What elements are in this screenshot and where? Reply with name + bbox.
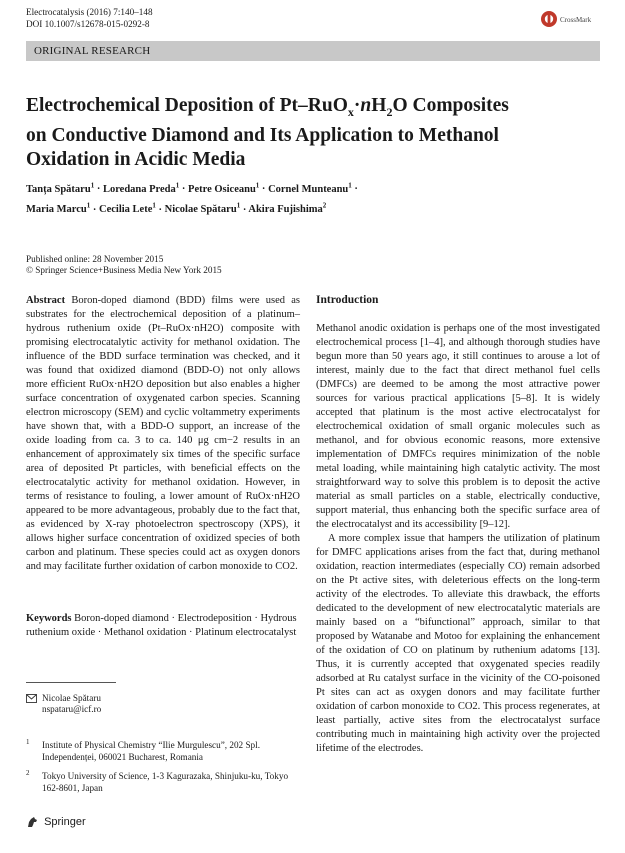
corresponding-author: [26, 693, 306, 719]
author[interactable]: Akira Fujishima$^2$: [248, 201, 327, 215]
introduction-heading: Introduction: [316, 294, 379, 306]
title-line-1: Electrochemical Deposition of $Pt-RuO_x\cdot nH_2O$ Composites: [26, 95, 509, 119]
keywords-text: Boron-doped diamond · Electrodeposition · Hydrous ruthenium oxide · Methanol oxidation · Platinum electrocatalyst: [26, 613, 297, 638]
abstract: [26, 294, 300, 574]
contact-email[interactable]: nspataru@icf.ro: [42, 704, 102, 714]
affiliation: [26, 740, 306, 764]
article-title: [26, 94, 600, 172]
abstract-label: Abstract: [26, 295, 66, 306]
affiliation-number: 2: [26, 769, 30, 777]
intro-paragraph-2: A more complex issue that hampers the utilization of platinum for DMFC applications arises from the fact that, during methanol oxidation, reaction intermediates (especially CO) remain adsorbed on the Pt active sites, with deleterious effects on the long-term activity of the electrodes. To alleviate this drawback, the efforts dedicated to the development of new electrocatalytic materials are mainly based on a “bifunctional” approach, similar to that proposed by Watanabe and Motoo for explaining the enhancement of the oxidation of CO on platinum by ruthenium adatoms [13]. Thus, it is currently accepted that oxygenated species readily adsorbed at Ru catalyst surface in the vicinity of the CO-poisoned Pt sites can act as oxygen donors and may facilitate further oxidation of carbon monoxide to CO2. This process regenerates, at least partially, active sites from the electrocatalyst surface contributing much in maintaining high activity over the projected lifetime of the electrodes.: [316, 533, 600, 754]
affiliation: [26, 771, 306, 795]
author[interactable]: Nicolae Spătaru$^1$: [164, 201, 241, 215]
introduction-body: [316, 322, 600, 756]
author[interactable]: Tanța Spătaru$^1$: [26, 181, 95, 195]
affiliation-text: Institute of Physical Chemistry “Ilie Murgulescu”, 202 Spl. Independenței, 060021 Bucharest, Romania: [42, 740, 261, 762]
author-list: Tanța Spătaru$^1$ · Loredana Preda$^1$ · Petre Osiceanu$^1$ · Cornel Munteanu$^1$ · Maria Marcu$^1$ · Cecilia Lete$^1$ · Nicolae Spătaru$^1$ · Akira Fujishima$^2$: [26, 181, 358, 215]
author[interactable]: Loredana Preda$^1$: [102, 181, 180, 195]
author[interactable]: Petre Osiceanu$^1$: [188, 181, 260, 195]
publication-info: [26, 254, 222, 276]
author[interactable]: Cecilia Lete$^1$: [99, 201, 156, 215]
envelope-icon: [26, 694, 37, 703]
contact-name: Nicolae Spătaru: [42, 693, 101, 703]
section-band: [26, 41, 600, 61]
author[interactable]: Cornel Munteanu$^1$: [268, 181, 352, 195]
keywords: [26, 612, 300, 640]
title-line-3: Oxidation in Acidic Media: [26, 148, 246, 170]
crossmark-badge[interactable]: [540, 10, 600, 32]
intro-paragraph-1: Methanol anodic oxidation is perhaps one of the most investigated electrochemical process [1–4], and although thorough studies have begun more than 50 years ago, it still continues to arouse a lot of interest, mainly due to the fact that direct methanol fuel cells (DMFCs) are deemed to be among the most attractive power sources for various practical applications [5–8]. It is widely accepted that platinum is the most active electrocatalyst for electrochemical oxidation of small organic molecules such as methanol, and for obvious economic reasons, more extensive implementation of DMFCs requires minimization of the noble metal loading, while maintaining high catalytic activity. The most straightforward way to solve this problem is to deposit the active material as small particles on a stable, electrically conductive, support material, thus enhancing both the specific surface area of the electrocatalyst and its accessibility [9–12].: [316, 323, 600, 530]
publisher-logo: [26, 816, 86, 828]
affiliation-text: Tokyo University of Science, 1-3 Kagurazaka, Shinjuku-ku, Tokyo 162-8601, Japan: [42, 771, 289, 793]
author[interactable]: Maria Marcu$^1$: [26, 201, 91, 215]
abstract-text: Boron-doped diamond (BDD) films were used as substrates for the electrochemical deposition of a platinum–hydrous ruthenium oxide (Pt–RuOx·nH2O) composite with promising electrocatalytic activity for methanol oxidation. The influence of the BDD surface termination was checked, and it was found that oxidized diamond (BDD-O) not only allows more efficient RuOx·nH2O deposition but also enables a higher surface concentration of oxygenated carbon species. Scanning electron microscopy (SEM) and cyclic voltammetry experiments have shown that, with a BDD-O support, an increase of the oxide loading from ca. 3 to ca. 140 μg cm−2 results in an enhancement of approximately six times of the specific surface area of deposited Pt particles, with beneficial effects on the electrocatalytic activity for methanol oxidation. However, in terms of resistance to fouling, a lower amount of RuOx·nH2O appeared to be more advantageous, probably due to the fact that, as evidenced by X-ray photoelectron spectroscopy (XPS), it allows higher surface concentration of oxidized species of both carbon and platinum. These species could act as oxygen donors and may facilitate further oxidation of carbon monoxide to CO2.: [26, 295, 300, 572]
crossmark-label: CrossMark: [560, 16, 592, 24]
affiliation-number: 1: [26, 738, 30, 746]
crossmark-icon: [540, 10, 558, 28]
copyright: © Springer Science+Business Media New York 2015: [26, 265, 222, 275]
section-band-label: ORIGINAL RESEARCH: [34, 45, 151, 57]
footnote-divider: [26, 682, 116, 683]
keywords-label: Keywords: [26, 613, 72, 624]
journal-citation: Electrocatalysis (2016) 7:140–148: [26, 7, 153, 17]
doi[interactable]: DOI 10.1007/s12678-015-0292-8: [26, 19, 150, 29]
published-online: Published online: 28 November 2015: [26, 254, 164, 264]
springer-horse-icon: [26, 816, 38, 828]
title-line-2: on Conductive Diamond and Its Application to Methanol: [26, 124, 499, 146]
publisher-name: Springer: [44, 816, 86, 828]
